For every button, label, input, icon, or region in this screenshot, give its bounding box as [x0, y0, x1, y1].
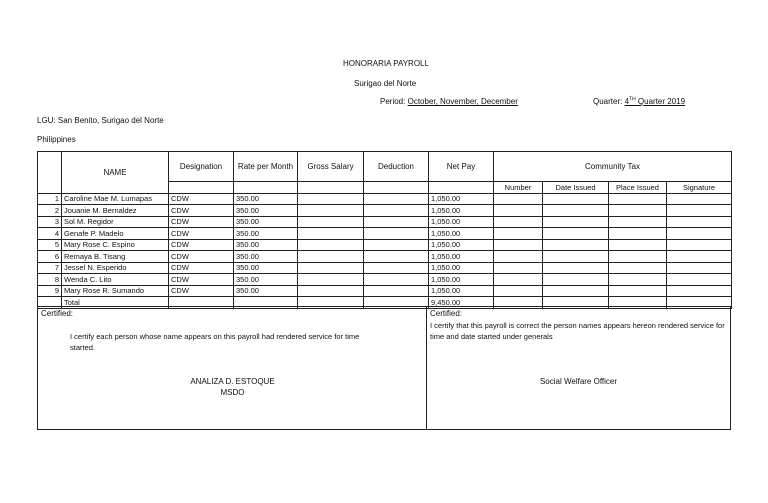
period-value: October, November, December [407, 97, 518, 106]
payroll-table [37, 151, 732, 309]
ctc-number [494, 205, 543, 217]
signature-cell [667, 205, 732, 217]
quarter-label: Quarter: [593, 97, 623, 106]
gross-salary [298, 228, 364, 240]
gross-salary [298, 274, 364, 286]
table-row [38, 239, 732, 251]
designation: CDW [169, 251, 234, 263]
ctc-date-issued [543, 285, 609, 297]
net-pay: 1,050.00 [429, 274, 494, 286]
col-signature-header: Signature [667, 182, 732, 194]
ctc-place-issued [609, 239, 667, 251]
table-row [38, 274, 732, 286]
ctc-number [494, 193, 543, 205]
employee-name: Jessel N. Esperido [62, 262, 169, 274]
employee-name: Sol M. Regidor [62, 216, 169, 228]
ctc-number [494, 228, 543, 240]
gross-salary [298, 193, 364, 205]
deduction [364, 193, 429, 205]
signature-cell [667, 285, 732, 297]
net-pay: 1,050.00 [429, 239, 494, 251]
row-number: 5 [38, 239, 62, 251]
signature-cell [667, 251, 732, 263]
deduction [364, 228, 429, 240]
col-deduction-header: Deduction [364, 152, 429, 182]
designation: CDW [169, 262, 234, 274]
rate-per-month: 350.00 [234, 205, 298, 217]
employee-name: Wenda C. Lito [62, 274, 169, 286]
ctc-number [494, 251, 543, 263]
signatory-name: ANALIZA D. ESTOQUE [190, 377, 275, 386]
total-net-pay: 9,450.00 [429, 297, 494, 309]
col-number-header: Number [494, 182, 543, 194]
employee-name: Jouanie M. Bernaldez [62, 205, 169, 217]
deduction [364, 262, 429, 274]
ctc-date-issued [543, 239, 609, 251]
rate-per-month: 350.00 [234, 216, 298, 228]
ctc-number [494, 285, 543, 297]
designation: CDW [169, 285, 234, 297]
col-designation-header: Designation [169, 152, 234, 182]
ctc-place-issued [609, 193, 667, 205]
rate-per-month: 350.00 [234, 251, 298, 263]
signature-cell [667, 228, 732, 240]
deduction [364, 274, 429, 286]
quarter-value: 4TH Quarter 2019 [624, 96, 686, 106]
table-row [38, 251, 732, 263]
col-date-issued-header: Date Issued [543, 182, 609, 194]
net-pay: 1,050.00 [429, 193, 494, 205]
gross-salary [298, 285, 364, 297]
signatory-title-right: Social Welfare Officer [539, 377, 618, 386]
province-label: Surigao del Norte [354, 79, 417, 88]
deduction [364, 251, 429, 263]
row-number: 3 [38, 216, 62, 228]
ctc-date-issued [543, 262, 609, 274]
ctc-place-issued [609, 205, 667, 217]
quarter-line [593, 97, 685, 106]
employee-name: Caroline Mae M. Lumapas [62, 193, 169, 205]
col-rate-header: Rate per Month [234, 152, 298, 182]
lgu-label: LGU: San Benito, Surigao del Norte [37, 116, 164, 125]
deduction [364, 216, 429, 228]
ctc-number [494, 216, 543, 228]
period-line [380, 97, 518, 106]
row-number: 2 [38, 205, 62, 217]
col-name-header: NAME [62, 152, 169, 194]
certification-text-right: I certify that this payroll is correct the person names appears hereon rendered service for time and date started under generals [430, 321, 725, 341]
ctc-date-issued [543, 193, 609, 205]
deduction [364, 205, 429, 217]
employee-name: Mary Rose C. Espino [62, 239, 169, 251]
row-number: 8 [38, 274, 62, 286]
col-gross-header: Gross Salary [298, 152, 364, 182]
ctc-date-issued [543, 205, 609, 217]
signature-cell [667, 239, 732, 251]
rate-per-month: 350.00 [234, 239, 298, 251]
designation: CDW [169, 216, 234, 228]
table-row [38, 193, 732, 205]
table-row [38, 205, 732, 217]
net-pay: 1,050.00 [429, 285, 494, 297]
certified-label-right: Certified: [430, 309, 463, 318]
ctc-place-issued [609, 228, 667, 240]
table-row [38, 216, 732, 228]
employee-name: Mary Rose R. Sumando [62, 285, 169, 297]
ctc-date-issued [543, 228, 609, 240]
ctc-date-issued [543, 251, 609, 263]
certification-text-left: I certify each person whose name appears on this payroll had rendered service for time started. [70, 332, 360, 352]
net-pay: 1,050.00 [429, 228, 494, 240]
row-number: 7 [38, 262, 62, 274]
net-pay: 1,050.00 [429, 205, 494, 217]
gross-salary [298, 262, 364, 274]
table-row [38, 285, 732, 297]
deduction [364, 285, 429, 297]
row-number: 6 [38, 251, 62, 263]
col-net-header: Net Pay [429, 152, 494, 182]
gross-salary [298, 205, 364, 217]
rate-per-month: 350.00 [234, 262, 298, 274]
col-no-header [38, 152, 62, 194]
employee-name: Remaya B. Tisang [62, 251, 169, 263]
table-header-row [38, 152, 732, 182]
signature-cell [667, 262, 732, 274]
period-label: Period: [380, 97, 406, 106]
designation: CDW [169, 193, 234, 205]
signature-cell [667, 274, 732, 286]
rate-per-month: 350.00 [234, 228, 298, 240]
ctc-place-issued [609, 285, 667, 297]
net-pay: 1,050.00 [429, 262, 494, 274]
rate-per-month: 350.00 [234, 193, 298, 205]
table-row [38, 262, 732, 274]
table-row [38, 228, 732, 240]
ctc-place-issued [609, 274, 667, 286]
row-number: 4 [38, 228, 62, 240]
total-label: Total [62, 297, 169, 309]
deduction [364, 239, 429, 251]
ctc-place-issued [609, 251, 667, 263]
designation: CDW [169, 239, 234, 251]
country-label: Philippines [37, 135, 76, 144]
signature-cell [667, 193, 732, 205]
ctc-number [494, 274, 543, 286]
ctc-number [494, 239, 543, 251]
ctc-date-issued [543, 216, 609, 228]
ctc-place-issued [609, 262, 667, 274]
rate-per-month: 350.00 [234, 274, 298, 286]
row-number: 1 [38, 193, 62, 205]
net-pay: 1,050.00 [429, 216, 494, 228]
signatory-right [427, 376, 730, 387]
document-title: HONORARIA PAYROLL [343, 59, 429, 68]
gross-salary [298, 239, 364, 251]
col-community-tax-header: Community Tax [494, 152, 732, 182]
ctc-date-issued [543, 274, 609, 286]
signatory-left [38, 376, 427, 398]
certification-left [37, 306, 427, 430]
certified-label-left: Certified: [41, 309, 74, 318]
gross-salary [298, 216, 364, 228]
employee-name: Genafe P. Madelo [62, 228, 169, 240]
col-place-issued-header: Place Issued [609, 182, 667, 194]
ctc-place-issued [609, 216, 667, 228]
row-number: 9 [38, 285, 62, 297]
signatory-title-left: MSDO [220, 388, 245, 397]
signature-cell [667, 216, 732, 228]
designation: CDW [169, 228, 234, 240]
designation: CDW [169, 274, 234, 286]
designation: CDW [169, 205, 234, 217]
gross-salary [298, 251, 364, 263]
ctc-number [494, 262, 543, 274]
rate-per-month: 350.00 [234, 285, 298, 297]
certification-right [426, 306, 731, 430]
net-pay: 1,050.00 [429, 251, 494, 263]
